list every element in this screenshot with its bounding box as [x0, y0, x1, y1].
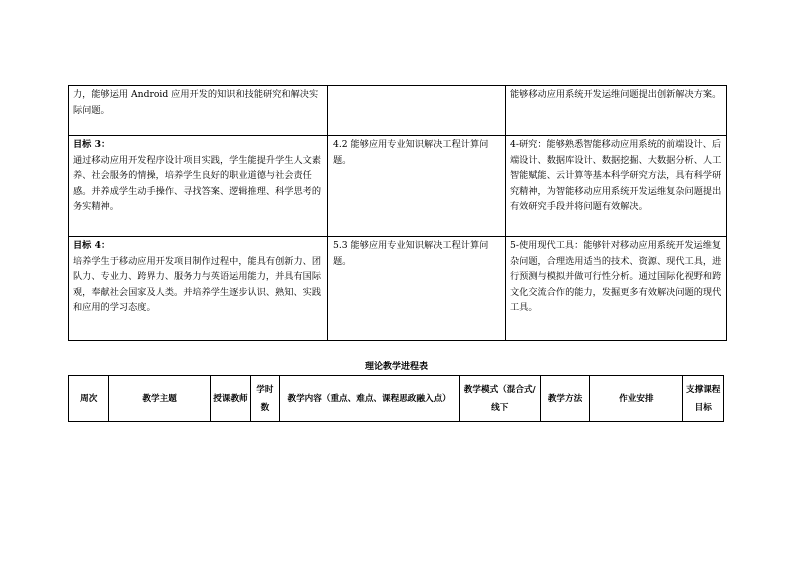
header-assignment: 作业安排	[590, 376, 683, 422]
header-hours: 学时数	[251, 376, 279, 422]
header-week: 周次	[69, 376, 109, 422]
table-header-row	[69, 376, 724, 422]
indicator-cell	[328, 136, 506, 237]
indicator-cell	[328, 86, 506, 136]
goal-cell	[69, 86, 328, 136]
goal-cell	[69, 136, 328, 237]
requirement-text: 4-研究：能够熟悉智能移动应用系统的前端设计、后端设计、数据库设计、数据挖掘、大数据分析、人工智能赋能、云计算等基本科学研究方法，具有科学研究精神，为智能移动应用系统开发运维复杂问题提出有效研究手段并将问题有效解决。	[510, 139, 722, 213]
header-goal: 支撑课程目标	[683, 376, 724, 422]
header-mode: 教学模式（混合式/线下	[459, 376, 540, 422]
header-topic: 教学主题	[109, 376, 210, 422]
course-goals-table	[68, 85, 727, 341]
indicator-text: 5.3 能够应用专业知识解决工程计算问题。	[333, 240, 489, 267]
goal-title: 目标 3：	[73, 139, 111, 150]
header-method: 教学方法	[540, 376, 590, 422]
goal-cell	[69, 237, 328, 341]
header-content: 教学内容（重点、难点、课程思政融入点）	[279, 376, 459, 422]
requirement-text: 能够移动应用系统开发运维问题提出创新解决方案。	[510, 89, 722, 100]
header-teacher: 授课教师	[210, 376, 250, 422]
goal-title: 目标 4：	[73, 240, 111, 251]
requirement-cell	[506, 86, 727, 136]
table-row	[69, 237, 727, 341]
table-row	[69, 86, 727, 136]
goal-text: 培养学生于移动应用开发项目制作过程中，能具有创新力、团队力、专业力、跨界力、服务力与英语运用能力，并具有国际观，奉献社会国家及人类。并培养学生逐步认识、熟知、实践和应用的学习态度。	[73, 255, 322, 314]
schedule-table-title: 理论教学进程表	[364, 362, 428, 372]
schedule-table	[68, 375, 724, 422]
indicator-cell	[328, 237, 506, 341]
requirement-cell	[506, 136, 727, 237]
indicator-text: 4.2 能够应用专业知识解决工程计算问题。	[333, 139, 489, 166]
table-row	[69, 136, 727, 237]
goal-text: 力，能够运用 Android 应用开发的知识和技能研究和解决实际问题。	[73, 89, 319, 116]
goal-text: 通过移动应用开发程序设计项目实践，学生能提升学生人文素养、社会服务的情操，培养学生良好的职业道德与社会责任感。并养成学生动手操作、寻找答案、逻辑推理、科学思考的务实精神。	[73, 154, 322, 213]
requirement-cell	[506, 237, 727, 341]
requirement-text: 5-使用现代工具：能够针对移动应用系统开发运维复杂问题，合理选用适当的技术、资源、现代工具，进行预测与模拟并做可行性分析。通过国际化视野和跨文化交流合作的能力，发掘更多有效解决问题的现代工具。	[510, 240, 722, 314]
